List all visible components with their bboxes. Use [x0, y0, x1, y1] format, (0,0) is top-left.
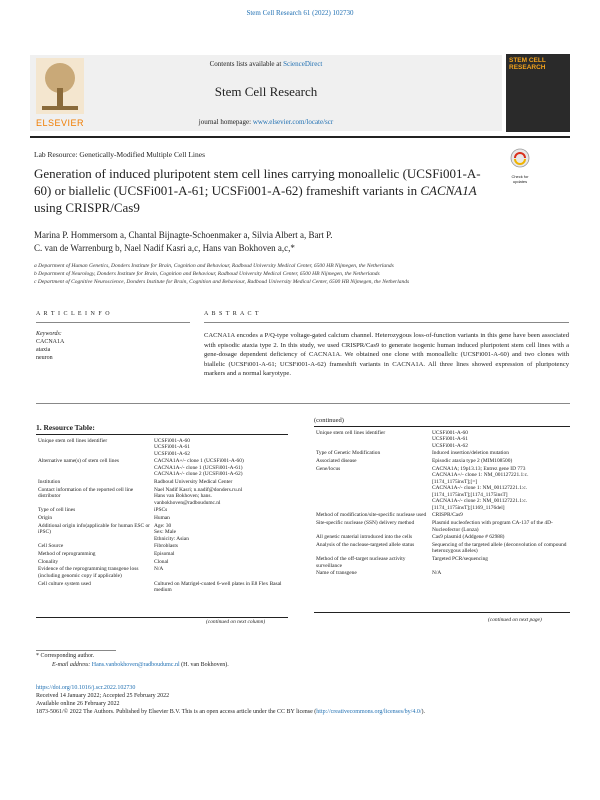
journal-citation: Stem Cell Research 61 (2022) 102730	[246, 9, 354, 17]
table-key-cell: Type of cell lines	[38, 507, 76, 514]
title-gene: CACNA1A	[420, 183, 477, 198]
cover-title	[509, 57, 567, 71]
article-title	[34, 165, 494, 216]
table-value-cell: Cas9 plasmid (Addgene # 62988)	[432, 534, 505, 541]
table-key-cell: Method of reprogramming	[38, 551, 96, 558]
table-row	[36, 543, 288, 551]
table-value-cell: Age: 30 Sex: Male Ethnicity: Asian	[154, 522, 189, 542]
table-value-cell: Sequencing of the targeted allele (deconvolution of compound heterozygous alleles)	[432, 541, 567, 555]
table-row	[314, 429, 570, 450]
table-key-cell: Cell culture system used	[38, 580, 91, 587]
table-value-cell: Human	[154, 515, 170, 522]
table-row	[314, 534, 570, 542]
email-line	[52, 662, 229, 668]
publisher-name: ELSEVIER	[35, 118, 85, 128]
table-row	[36, 566, 288, 580]
table-row	[314, 541, 570, 555]
email-suffix: (H. van Bokhoven).	[179, 662, 229, 668]
table-key-cell: Type of Genetic Modification	[316, 450, 381, 457]
article-type: Lab Resource: Genetically-Modified Multiple Cell Lines	[34, 150, 205, 159]
table-value-cell: UCSFi001-A-60 UCSFi001-A-61 UCSFi001-A-62	[432, 429, 468, 449]
resource-table-heading: 1. Resource Table:	[36, 423, 95, 432]
journal-name: Stem Cell Research	[214, 84, 318, 99]
keyword-item: CACNA1A	[36, 339, 65, 345]
table-row	[36, 514, 288, 522]
email-link[interactable]: Hans.vanbokhoven@radboudumc.nl	[91, 662, 180, 668]
table-key-cell: Additional origin info(applicable for human ESC or iPSC)	[38, 522, 150, 536]
table-row	[36, 458, 288, 479]
abstract-bottom-rule	[36, 403, 570, 404]
keyword-item: ataxia	[36, 347, 51, 353]
table-value-cell: Clonal	[154, 558, 169, 565]
cover-title-line2: RESEARCH	[509, 64, 546, 71]
table-value-cell: iPSCs	[154, 507, 168, 514]
table-row	[314, 450, 570, 458]
authors-line2: C. van de Warrenburg b, Nael Nadif Kasri a,c, Hans van Bokhoven a,c,*	[34, 243, 295, 253]
table-key-cell: Evidence of the reprogramming transgene loss (including genomic copy if applicable)	[38, 566, 139, 579]
article-info-rule	[36, 322, 190, 323]
abstract-heading: A B S T R A C T	[204, 311, 260, 317]
table-row	[36, 437, 288, 458]
table-key-cell: Gene/locus	[316, 465, 341, 472]
table-key-cell: All genetic material introduced into the cells	[316, 534, 413, 541]
table-value-cell: CRISPR/Cas9	[432, 512, 463, 519]
authors-line1: Marina P. Hommersom a, Chantal Bijnagte-Schoenmaker a, Silvia Albert a, Bart P.	[34, 230, 333, 240]
table-row	[36, 486, 288, 507]
right-table-bottom-rule	[314, 612, 570, 613]
table-key-cell: Unique stem cell lines identifier	[316, 429, 386, 436]
article-info-heading: A R T I C L E I N F O	[36, 311, 111, 317]
left-table-top-rule	[36, 434, 288, 435]
email-label: E-mail address:	[52, 662, 92, 668]
left-table-bottom-rule	[36, 617, 288, 618]
title-part1: Generation of induced pluripotent stem cell lines carrying monoallelic (UCSFi001-A-60) or biallelic (UCSFi001-A-61; UCSFi001-A-62) frameshift variants in	[34, 166, 481, 198]
abstract-rule	[204, 322, 569, 323]
table-key-cell: Clonality	[38, 558, 59, 565]
table-row	[314, 556, 570, 570]
table-row	[314, 519, 570, 533]
affiliation-c: c Department of Cognitive Neuroscience, Donders Institute for Brain, Cognition and Behaviour, Radboud University Medical Center, 6500 HB Nijmegen, the Netherlands	[34, 279, 410, 285]
author-list	[34, 229, 504, 255]
abstract-text: CACNA1A encodes a P/Q-type voltage-gated calcium channel. Heterozygous loss-of-function variants in this gene have been associated with episodic ataxia type 2. In this study, we used CRISPR/Cas9 to generate isogenic human induced pluripotent stem cell lines with a gene-dosage dependent deficiency of CACNA1A. We obtained one clone with monoallelic (UCSFi001-A-60) and two clones with biallelic (UCSFi001-A-61; UCSFi001-A-62) frameshift variants in CACNA1A. All three lines showed expression of pluripotency markers and a normal karyotype.	[204, 332, 569, 378]
cover-title-line1: STEM CELL	[509, 57, 546, 64]
received-date: Received 14 January 2022; Accepted 25 February 2022	[36, 693, 170, 699]
table-key-cell: Institution	[38, 478, 61, 485]
continued-note-left: (continued on next column)	[206, 619, 266, 625]
table-row	[314, 465, 570, 512]
table-value-cell: CACNA1A+/- clone 1 (UCSFi001-A-60) CACNA1A-/- clone 1 (UCSFi001-A-61) CACNA1A-/- clone 2 (UCSFi001-A-62)	[154, 458, 244, 478]
license-link[interactable]: http://creativecommons.org/licenses/by/4.0/	[316, 709, 422, 715]
table-key-cell: Unique stem cell lines identifier	[38, 437, 108, 444]
table-value-cell: Radboud University Medical Center	[154, 478, 233, 485]
contents-prefix: Contents lists available at	[209, 60, 284, 68]
table-key-cell: Analysis of the nuclease-targeted allele status	[316, 541, 415, 548]
license-line	[36, 708, 425, 716]
table-row	[314, 570, 570, 578]
continued-note-right: (continued on next page)	[488, 617, 542, 623]
available-date: Available online 26 February 2022	[36, 701, 120, 707]
table-key-cell: Associated disease	[316, 457, 357, 464]
journal-homepage	[30, 118, 502, 126]
table-key-cell: Site-specific nuclease (SSN) delivery method	[316, 520, 415, 527]
corresponding-author-note: * Corresponding author.	[36, 653, 95, 659]
affiliation-b: b Department of Neurology, Donders Institute for Brain, Cognition and Behaviour, Radboud University Medical Center, 6500 HB Nijmegen, the Netherlands	[34, 271, 380, 277]
table-value-cell: Cultured on Matrigel-coated 6-well plates in E8 Flex Basal medium	[154, 580, 282, 594]
check-for-updates-badge[interactable]	[505, 148, 535, 184]
homepage-prefix: journal homepage:	[198, 118, 253, 126]
footnote-rule	[36, 650, 116, 651]
table-value-cell: CACNA1A; 19p13.13; Entrez gene ID 773 CACNA1A+/- clone 1: NM_001127221.1:c. [1174_1175insT];[=] CACNA1A-/- clone 1: NM_001127221.1:c. [1174_1175insT];[1174_1175insT] CACNA1A-/- clone 2: NM_001127221.1:c. [1174_1175insT];[1169_1176del]	[432, 465, 529, 511]
table-value-cell: UCSFi001-A-60 UCSFi001-A-61 UCSFi001-A-62	[154, 437, 190, 457]
doi-link[interactable]: https://doi.org/10.1016/j.scr.2022.102730	[36, 685, 136, 691]
sciencedirect-link[interactable]: ScienceDirect	[283, 60, 323, 68]
table-value-cell: Fibroblasts	[154, 543, 178, 550]
table-key-cell: Alternative name(s) of stem cell lines	[38, 458, 119, 465]
keywords-label: Keywords:	[36, 331, 62, 337]
table-value-cell: Episomal	[154, 551, 175, 558]
table-key-cell: Method of modification/site-specific nuclease used	[316, 512, 427, 519]
table-row	[36, 551, 288, 559]
table-value-cell: Episodic ataxia type 2 (MIM108500)	[432, 457, 513, 464]
table-key-cell: Origin	[38, 515, 53, 522]
table-value-cell: Nael Nadif Kasri; n.nadif@donders.ru.nl Hans van Bokhoven; hans. vanbokhoven@radboudumc.nl	[154, 486, 243, 506]
publication-info	[36, 684, 425, 716]
table-row	[36, 522, 288, 543]
table-row	[314, 512, 570, 520]
table-value-cell: N/A	[432, 570, 442, 577]
contents-line	[30, 60, 502, 68]
table-key-cell: Name of transgene	[316, 570, 357, 577]
table-row	[36, 580, 288, 594]
header-rule	[30, 136, 570, 138]
affiliation-a: a Department of Human Genetics, Donders Institute for Brain, Cognition and Behaviour, Radboud University Medical Center, 6500 HB Nijmegen, the Netherlands	[34, 263, 394, 269]
license-prefix: 1873-5061/© 2022 The Authors. Published by Elsevier B.V. This is an open access article under the CC BY license (	[36, 709, 317, 715]
table-value-cell: N/A	[154, 566, 164, 573]
table-value-cell: Plasmid nucleofection with program CA-137 of the 4D-Nucleofector (Lonza)	[432, 520, 553, 533]
resource-table-right	[314, 429, 570, 577]
homepage-link[interactable]: www.elsevier.com/locate/scr	[252, 118, 334, 126]
resource-table-left	[36, 437, 288, 594]
title-part2: using CRISPR/Cas9	[34, 200, 140, 215]
table-value-cell: Targeted PCR/sequencing	[432, 556, 488, 563]
check-updates-icon	[505, 148, 535, 170]
check-updates-label: Check for updates	[511, 174, 529, 184]
table-row	[36, 478, 288, 486]
right-table-top-rule	[314, 426, 570, 427]
license-suffix: ).	[421, 709, 425, 715]
table-row	[314, 457, 570, 465]
keyword-item: neuron	[36, 355, 53, 361]
table-row	[36, 558, 288, 566]
table-row	[36, 507, 288, 515]
table-key-cell: Cell Source	[38, 543, 64, 550]
continued-label: (continued)	[314, 417, 344, 424]
keywords-block	[36, 330, 64, 362]
table-key-cell: Contact information of the reported cell line distributor	[38, 486, 134, 500]
table-value-cell: Induced insertion/deletion mutation	[432, 450, 509, 457]
table-key-cell: Method of the off-target nuclease activity surveillance	[316, 556, 406, 569]
